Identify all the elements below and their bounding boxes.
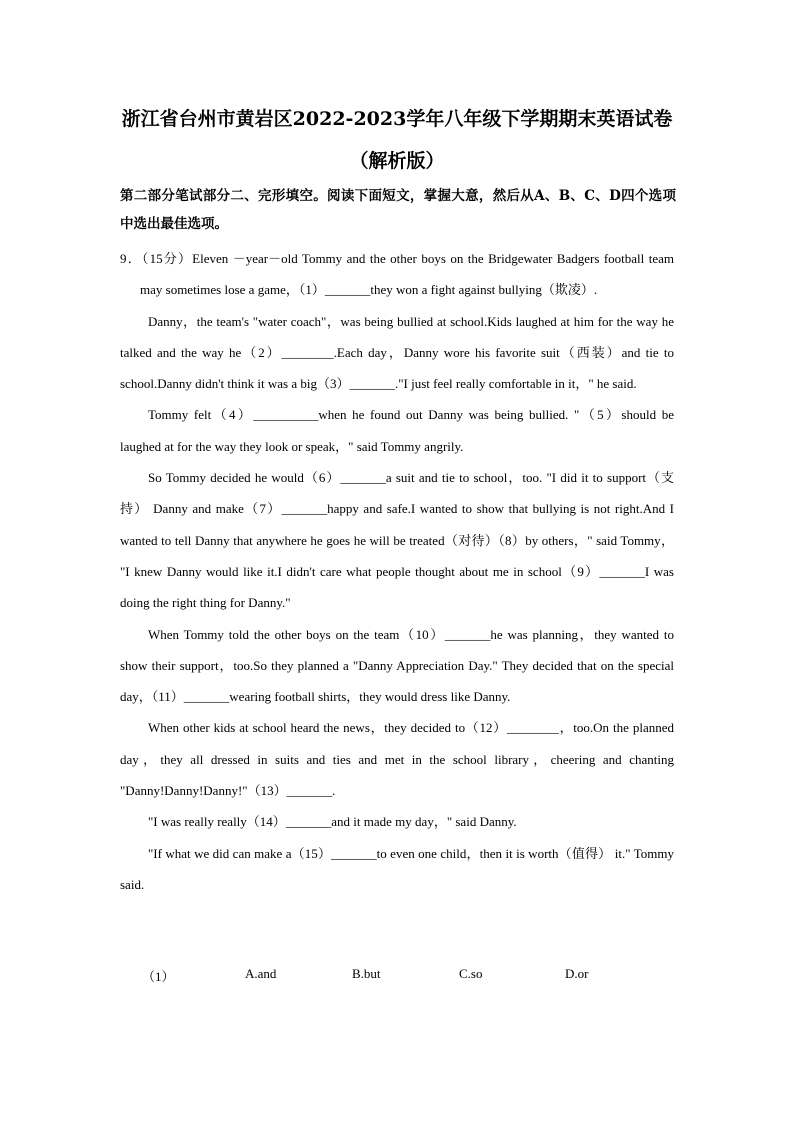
passage-paragraph: "If what we did can make a（15）_______to even one child，then it is worth（值得） it." Tommy said. [120, 845, 674, 892]
section-heading: 第二部分笔试部分二、完形填空。阅读下面短文，掌握大意，然后从A、B、C、D四个选项中选出最佳选项。 [120, 188, 676, 232]
passage-paragraph: Tommy felt（4）__________when he found out Danny was being bullied. "（5）should be laughed at for the way they look or speak，" said Tommy angrily. [120, 407, 674, 454]
option-a: A.and [245, 966, 277, 981]
cloze-passage [120, 243, 674, 900]
passage-paragraph: When other kids at school heard the news，they decided to（12）________，too.On the planned day，they all dressed in suits and ties and met in the school library，cheering and chanting "Danny!Danny!Danny!"（13）_______. [120, 720, 674, 799]
option-question-number: （1） [142, 969, 175, 984]
option-b: B.but [352, 966, 381, 981]
page-subtitle: （解析版） [349, 150, 445, 172]
option-c: C.so [459, 966, 483, 981]
page-title: 浙江省台州市黄岩区2022-2023学年八年级下学期期末英语试卷 [121, 108, 673, 130]
option-d: D.or [565, 966, 589, 981]
passage-paragraph: So Tommy decided he would（6）_______a suit and tie to school，too. "I did it to support（支持） Danny and make（7）_______happy and safe.I wanted to show that bullying is not right.And I wanted to tell Danny that anywhere he goes he will be treated（对待）（8）by others，" said Tommy， "I knew Danny would like it.I didn't care what people thought about me in school（9）_______I was doing the right thing for Danny." [120, 470, 674, 611]
question-intro-paragraph: 9．（15分）Eleven －year－old Tommy and the other boys on the Bridgewater Badgers football team may sometimes lose a game，（1）_______they won a fight against bullying（欺凌）. [120, 251, 674, 298]
passage-paragraph: When Tommy told the other boys on the team（10）_______he was planning，they wanted to show their support，too.So they planned a "Danny Appreciation Day." They decided that on the special day，（11）_______wearing football shirts，they would dress like Danny. [120, 626, 674, 705]
passage-paragraph: "I was really really（14）_______and it made my day，" said Danny. [148, 814, 517, 830]
passage-paragraph: Danny，the team's "water coach"，was being bullied at school.Kids laughed at him for the way he talked and the way he（2）________.Each day，Danny wore his favorite suit（西装）and tie to school.Danny didn't think it was a big（3）_______."I just feel really comfortable in it，" he said. [120, 313, 674, 392]
